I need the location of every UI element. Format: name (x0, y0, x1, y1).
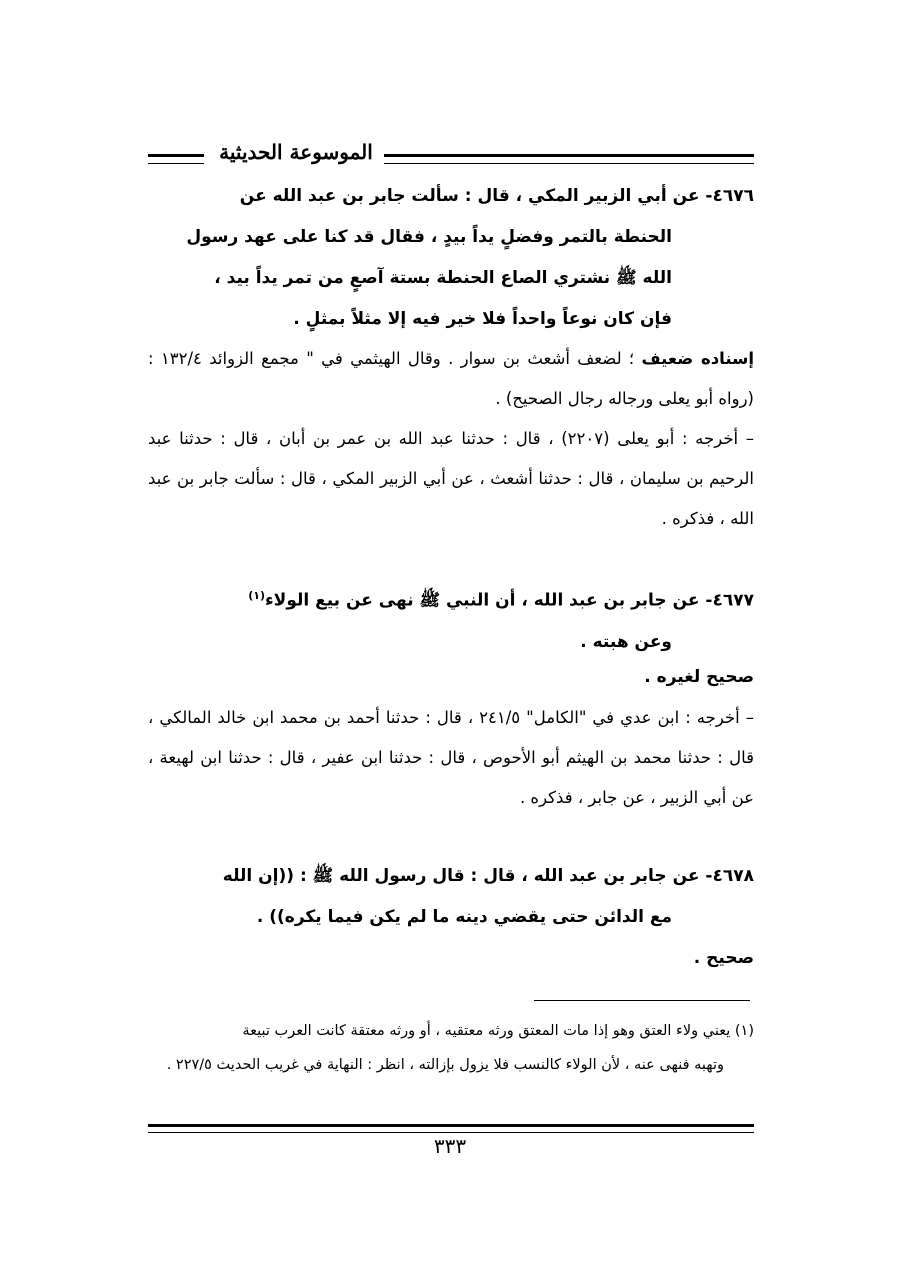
hadith-4676-line-2: الحنطة بالتمر وفضلٍ يداً بيدٍ ، فقال قد كنا على عهد رسول (186, 227, 672, 247)
footnote-marker[interactable]: (١) (248, 589, 265, 602)
page-header (148, 140, 754, 170)
hadith-4676-grade: إسناده ضعيف (641, 349, 754, 368)
page-number: ٣٣٣ (433, 1134, 467, 1158)
hadith-4677-takhrij: – أخرجه : ابن عدي في "الكامل" ٢٤١/٥ ، قال : حدثنا أحمد بن محمد ابن خالد المالكي ، قال : حدثنا محمد بن الهيثم أبو الأحوص ، قال : حدثنا ابن عفير ، قال : حدثنا ابن لهيعة ، عن أبي الزبير ، عن جابر ، فذكره . (148, 708, 754, 807)
hadith-4678-grade: صحيح . (693, 948, 754, 968)
hadith-4678-line-1: ٤٦٧٨- عن جابر بن عبد الله ، قال : قال رسول الله ﷺ : ((إن الله (222, 866, 754, 886)
hadith-4676-line-1: ٤٦٧٦- عن أبي الزبير المكي ، قال : سألت جابر بن عبد الله عن (239, 186, 754, 206)
hadith-4676-line-3: الله ﷺ نشتري الصاع الحنطة بستة آصعٍ من تمر يداً بيد ، (214, 268, 672, 288)
header-rule-left (148, 154, 204, 164)
hadith-4676-text (148, 176, 754, 340)
hadith-4677-line-1 (148, 575, 754, 622)
hadith-4676-grade-note (148, 339, 754, 419)
hadith-4677-text (148, 575, 754, 663)
header-title: الموسوعة الحديثية (219, 140, 373, 164)
hadith-4678-text (148, 856, 754, 938)
hadith-4678-line-2: مع الدائن حتى يقضي دينه ما لم يكن فيما يكره)) . (256, 907, 672, 927)
hadith-4676-takhrij: – أخرجه : أبو يعلى (٢٢٠٧) ، قال : حدثنا عبد الله بن عمر بن أبان ، قال : حدثنا عبد الرحيم بن سليمان ، قال : حدثنا أشعث ، عن أبي الزبير المكي ، قال : سألت جابر بن عبد الله ، فذكره . (148, 429, 754, 528)
footnote (148, 1014, 754, 1082)
bottom-rule (148, 1124, 754, 1133)
footnote-continuation: وتهبه فنهى عنه ، لأن الولاء كالنسب فلا يزول بإزالته ، انظر : النهاية في غريب الحديث ٢٢٧/٥ . (166, 1057, 724, 1073)
hadith-4677-line-1-text: ٤٦٧٧- عن جابر بن عبد الله ، أن النبي ﷺ نهى عن بيع الولاء (264, 590, 754, 611)
hadith-4677-line-2: وعن هبته . (580, 631, 672, 652)
header-rule-right (384, 154, 754, 164)
hadith-4676-line-4: فإن كان نوعاً واحداً فلا خير فيه إلا مثلاً بمثلٍ . (293, 309, 672, 329)
footnote-line-1: (١) يعني ولاء العتق وهو إذا مات المعتق ورثه معتقيه ، أو ورثه معتقة كانت العرب تبيعة (242, 1023, 754, 1039)
hadith-4677-grade: صحيح لغيره . (644, 667, 754, 687)
footnote-separator (534, 1000, 750, 1001)
hadith-4676-grade-rest: ؛ لضعف أشعث بن سوار . وقال الهيثمي في " مجمع الزوائد ١٣٢/٤ : (رواه أبو يعلى ورجاله رجال الصحيح) . (148, 349, 754, 408)
